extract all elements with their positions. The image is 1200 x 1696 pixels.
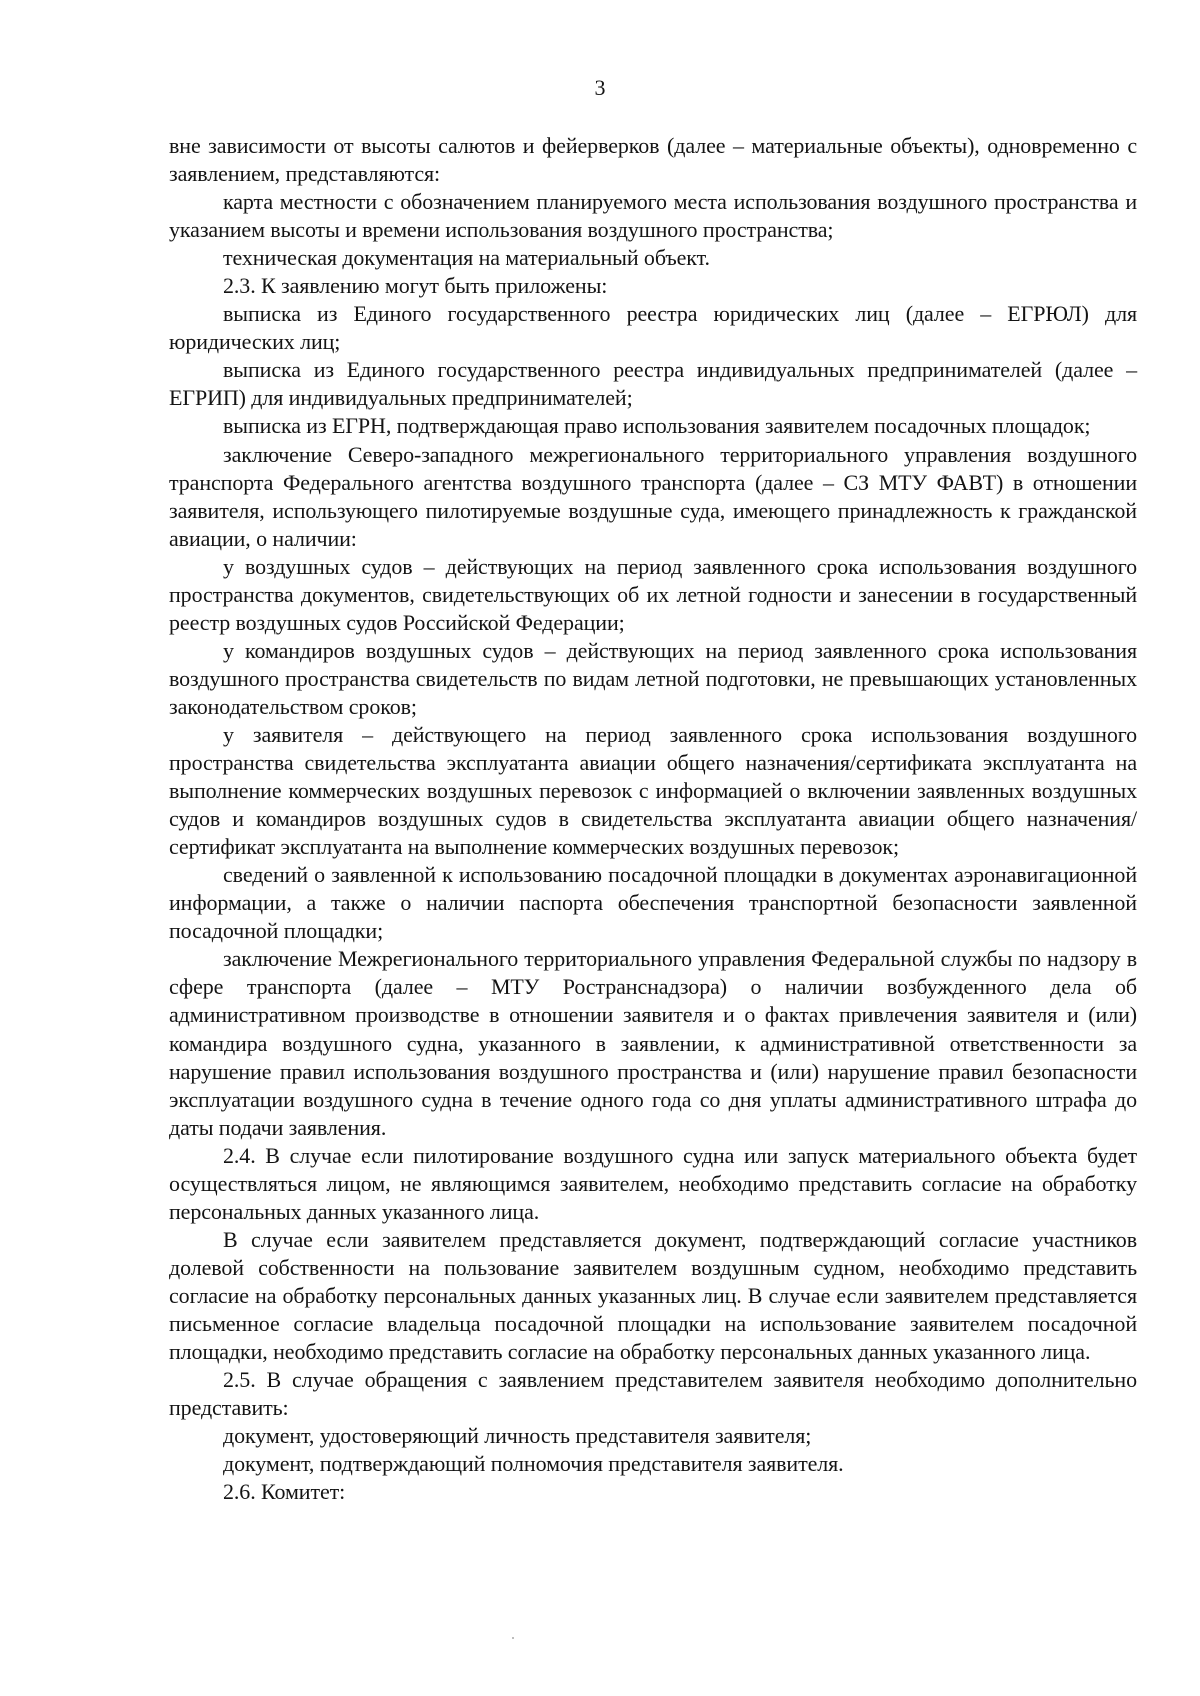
paragraph-egrn-extract: выписка из ЕГРН, подтверждающая право использования заявителем посадочных площадок;	[223, 413, 1091, 439]
scan-speck	[512, 1637, 514, 1639]
paragraph-egrul-extract: выписка из Единого государственного реестра юридических лиц (далее – ЕГРЮЛ) для юридических лиц;	[169, 301, 1137, 355]
paragraph-commander-certificates: у командиров воздушных судов – действующих на период заявленного срока использования воздушного пространства свидетельств по видам летной подготовки, не превышающих установленных законодательством сроков;	[169, 637, 1137, 719]
paragraph-representative-authority: документ, подтверждающий полномочия представителя заявителя.	[223, 1451, 844, 1477]
paragraph-aircraft-documents: у воздушных судов – действующих на период заявленного срока использования воздушного пространства документов, свидетельствующих об их летной годности и занесении в государственный реестр воздушных судов Российской Федерации;	[169, 553, 1137, 635]
page-number: 3	[594, 75, 606, 100]
paragraph-landing-site-info: сведений о заявленной к использованию посадочной площадки в документах аэронавигационной информации, а также о наличии паспорта обеспечения транспортной безопасности заявленной посадочной площадки;	[169, 862, 1137, 944]
paragraph-egrip-extract: выписка из Единого государственного реестра индивидуальных предпринимателей (далее – ЕГРИП) для индивидуальных предпринимателей;	[169, 357, 1137, 411]
section-2-6-heading: 2.6. Комитет:	[223, 1479, 346, 1505]
paragraph-operator-certificate: у заявителя – действующего на период заявленного срока использования воздушного пространства свидетельства эксплуатанта авиации общего назначения/сертификата эксплуатанта на выполнение коммерческих воздушных перевозок с информацией о включении заявленных воздушных судов и командиров воздушных судов в свидетельства эксплуатанта авиации общего назначения/сертификат эксплуатанта на выполнение коммерческих воздушных перевозок;	[169, 721, 1137, 860]
paragraph-intro-continuation: вне зависимости от высоты салютов и фейерверков (далее – материальные объекты), одновременно с заявлением, представляются:	[169, 133, 1137, 187]
paragraph-rostransnadzor-conclusion: заключение Межрегионального территориального управления Федеральной службы по надзору в сфере транспорта (далее – МТУ Ространснадзора) о наличии возбужденного дела об административном производстве в отношении заявителя и о фактах привлечения заявителя и (или) командира воздушного судна, указанного в заявлении, к административной ответственности за нарушение правил использования воздушного пространства и (или) нарушение правил безопасности эксплуатации воздушного судна в течение одного года со дня уплаты административного штрафа до даты подачи заявления.	[169, 946, 1137, 1140]
document-body	[169, 132, 1137, 1506]
section-2-3-heading: 2.3. К заявлению могут быть приложены:	[223, 273, 608, 299]
paragraph-co-owners-consent: В случае если заявителем представляется документ, подтверждающий согласие участников долевой собственности на пользование заявителем воздушным судном, необходимо представить согласие на обработку персональных данных указанных лиц. В случае если заявителем представляется письменное согласие владельца посадочной площадки на использование заявителем посадочной площадки, необходимо представить согласие на обработку персональных данных указанного лица.	[169, 1226, 1137, 1365]
paragraph-terrain-map: карта местности с обозначением планируемого места использования воздушного пространства и указанием высоты и времени использования воздушного пространства;	[169, 189, 1137, 243]
paragraph-sz-mtu-favt-conclusion: заключение Северо-западного межрегионального территориального управления воздушного транспорта Федерального агентства воздушного транспорта (далее – СЗ МТУ ФАВТ) в отношении заявителя, использующего пилотируемые воздушные суда, имеющего принадлежность к гражданской авиации, о наличии:	[169, 441, 1137, 551]
paragraph-representative-identity: документ, удостоверяющий личность представителя заявителя;	[223, 1423, 812, 1449]
section-2-5-paragraph: 2.5. В случае обращения с заявлением представителем заявителя необходимо дополнительно представить:	[169, 1367, 1137, 1421]
section-2-4-paragraph: 2.4. В случае если пилотирование воздушного судна или запуск материального объекта будет осуществляться лицом, не являющимся заявителем, необходимо представить согласие на обработку персональных данных указанного лица.	[169, 1142, 1137, 1224]
paragraph-technical-documentation: техническая документация на материальный объект.	[223, 245, 710, 271]
